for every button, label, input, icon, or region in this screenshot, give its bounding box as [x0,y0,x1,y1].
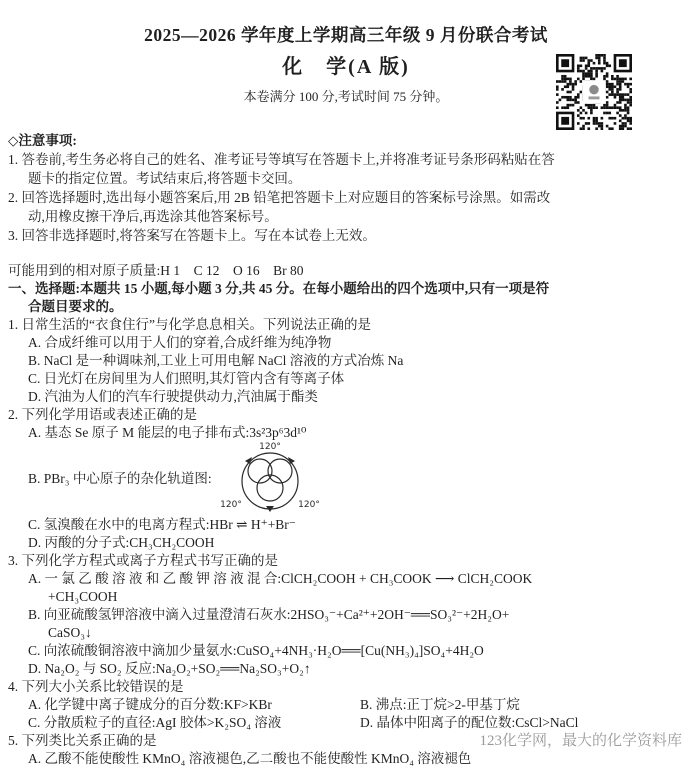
notice-section [8,131,684,245]
q2-option-b-label: B. PBr₃ 中心原子的杂化轨道图: [28,471,212,486]
preamble-section [8,262,684,316]
section-heading-cont: 合题目要求的。 [28,299,123,314]
q3-stem: 3. 下列化学方程式或离子方程式书写正确的是 [8,553,278,568]
section-heading: 一、选择题:本题共 15 小题,每小题 3 分,共 45 分。在每小题给出的四个选项中,只有一项是符 [8,281,550,296]
q3-option-d: D. Na₂O₂ 与 SO₂ 反应:Na₂O₂+SO₂══Na₂SO₃+O₂↑ [28,661,311,676]
qr-code [556,54,632,130]
question-5 [8,732,684,750]
q4-option-c: C. 分散质粒子的直径:AgI 胶体>K₂SO₄ 溶液 [28,715,282,730]
q2-option-c: C. 氢溴酸在水中的电离方程式:HBr ⇌ H⁺+Br⁻ [28,517,296,532]
q4-stem: 4. 下列大小关系比较错误的是 [8,679,184,694]
question-4 [8,678,684,732]
notice-heading: ◇注意事项: [8,133,77,148]
site-watermark: 123化学网，最大的化学资料库 [479,733,682,749]
exam-info-line: 本卷满分 100 分,考试时间 75 分钟。 [243,89,449,104]
question-2 [8,406,684,552]
q3-option-a: A. 一 氯 乙 酸 溶 液 和 乙 酸 钾 溶 液 混 合:ClCH₂COOH + CH₃COOK ⟶ ClCH₂COOK [28,571,533,586]
question-1 [8,316,684,406]
q3-option-a-cont: +CH₃COOH [48,589,118,604]
hybrid-orbital-diagram-icon [218,440,322,516]
q4-option-a: A. 化学键中离子键成分的百分数:KF>KBr [28,697,272,712]
q3-option-b-cont: CaSO₃↓ [48,625,92,640]
q2-option-d: D. 丙酸的分子式:CH₃CH₂COOH [28,535,215,550]
q2-stem: 2. 下列化学用语或表述正确的是 [8,407,197,422]
q4-option-d: D. 晶体中阳离子的配位数:CsCl>NaCl [360,715,579,730]
angle-label-left: 120° [219,500,242,510]
notice-line-1: 1. 答卷前,考生务必将自己的姓名、准考证号等填写在答题卡上,并将准考证号条形码粘贴在答 [8,152,555,167]
q1-option-d: D. 汽油为人们的汽车行驶提供动力,汽油属于酯类 [28,389,318,404]
q5-option-a-clipped: A. 乙酸不能使酸性 KMnO₄ 溶液褪色,乙二酸也不能使酸性 KMnO₄ 溶液褪色 [28,751,472,766]
q2-option-b [8,442,684,516]
qr-code-image [556,54,632,130]
q1-stem: 1. 日常生活的“衣食住行”与化学息息相关。下列说法正确的是 [8,317,371,332]
question-3 [8,552,684,678]
notice-line-1-cont: 题卡的指定位置。考试结束后,将答题卡交回。 [28,171,302,186]
notice-line-3: 3. 回答非选择题时,将答案写在答题卡上。写在本试卷上无效。 [8,228,376,243]
notice-line-2-cont: 动,用橡皮擦干净后,再选涂其他答案标号。 [28,209,278,224]
exam-title: 2025—2026 学年度上学期高三年级 9 月份联合考试 [144,25,548,45]
q1-option-a: A. 合成纤维可以用于人们的穿着,合成纤维为纯净物 [28,335,332,350]
q1-option-b: B. NaCl 是一种调味剂,工业上可用电解 NaCl 溶液的方式冶炼 Na [28,353,404,368]
q4-option-b: B. 沸点:正丁烷>2-甲基丁烷 [360,697,520,712]
q2-option-a: A. 基态 Se 原子 M 能层的电子排布式:3s²3p⁶3d¹⁰ [28,425,307,440]
q3-option-b: B. 向亚硫酸氢钾溶液中滴入过量澄清石灰水:2HSO₃⁻+Ca²⁺+2OH⁻══SO₃²⁻+2H₂O+ [28,607,510,622]
notice-line-2: 2. 回答选择题时,选出每小题答案后,用 2B 铅笔把答题卡上对应题目的答案标号涂黑。如需改 [8,190,551,205]
q5-stem: 5. 下列类比关系正确的是 [8,733,157,748]
q1-option-c: C. 日光灯在房间里为人们照明,其灯管内含有等离子体 [28,371,345,386]
angle-label-top: 120° [258,442,281,452]
exam-subject: 化 学(A 版) [282,56,410,78]
angle-label-right: 120° [297,500,320,510]
atomic-masses-line: 可能用到的相对原子质量:H 1 C 12 O 16 Br 80 [8,263,304,278]
q3-option-c: C. 向浓硫酸铜溶液中滴加少量氨水:CuSO₄+4NH₃·H₂O══[Cu(NH₃)₄]SO₄+4H₂O [28,643,484,658]
